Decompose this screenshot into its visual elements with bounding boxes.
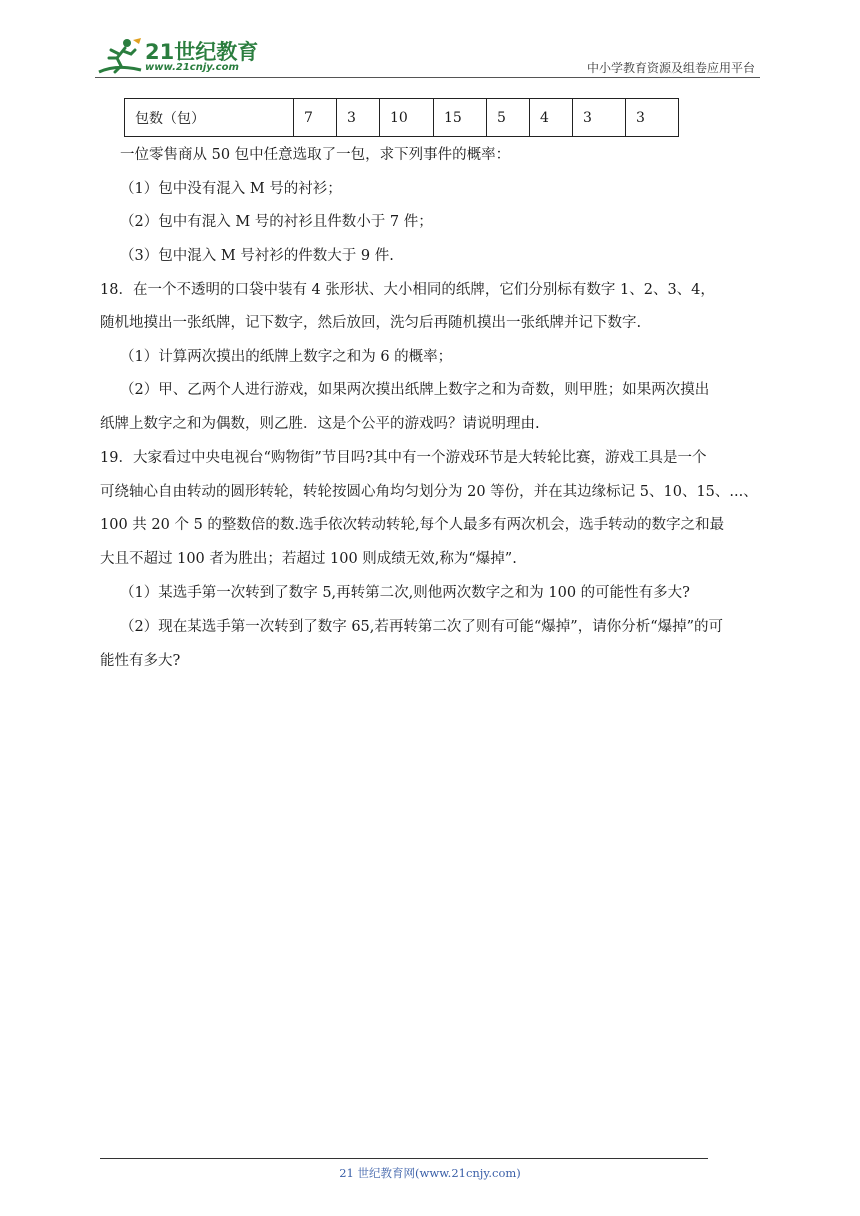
q17-sub2: （2）包中有混入 M 号的衬衫且件数小于 7 件； xyxy=(120,214,433,230)
footer-text: 21 世纪教育网(www.21cnjy.com) xyxy=(339,1166,521,1180)
q18-line1: 18．在一个不透明的口袋中装有 4 张形状、大小相同的纸牌，它们分别标有数字 1、2、3、4， xyxy=(100,282,715,298)
table-cell: 3 xyxy=(337,99,380,137)
page-header xyxy=(95,34,760,78)
table-cell: 10 xyxy=(380,99,434,137)
q18-line2: 随机地摸出一张纸牌，记下数字，然后放回，洗匀后再随机摸出一张纸牌并记下数字. xyxy=(100,315,642,331)
q17-sub1: （1）包中没有混入 M 号的衬衫； xyxy=(120,181,342,197)
q19-line1: 19．大家看过中央电视台“购物街”节目吗?其中有一个游戏环节是大转轮比赛，游戏工具是一个 xyxy=(100,450,707,466)
q17-sub3: （3）包中混入 M 号衬衫的件数大于 9 件. xyxy=(120,248,394,264)
table-cell: 15 xyxy=(434,99,487,137)
q18-sub1: （1）计算两次摸出的纸牌上数字之和为 6 的概率； xyxy=(120,349,453,365)
logo-url: www.21cnjy.com xyxy=(145,62,239,73)
platform-name: 中小学教育资源及组卷应用平台 xyxy=(586,61,755,75)
q18-sub2-line1: （2）甲、乙两个人进行游戏，如果两次摸出纸牌上数字之和为奇数，则甲胜；如果两次摸出 xyxy=(120,382,710,398)
table-row xyxy=(125,99,679,137)
package-count-table xyxy=(124,98,679,137)
table-cell: 4 xyxy=(530,99,573,137)
q19-sub2-line2: 能性有多大? xyxy=(100,653,181,669)
q19-sub2-line1: （2）现在某选手第一次转到了数字 65,若再转第二次了则有可能“爆掉”，请你分析“爆掉”的可 xyxy=(120,619,724,635)
runner-logo-icon xyxy=(97,36,143,76)
table-cell: 3 xyxy=(626,99,679,137)
table-cell: 5 xyxy=(487,99,530,137)
q19-line3: 100 共 20 个 5 的整数倍的数.选手依次转动转轮,每个人最多有两次机会，选手转动的数字之和最 xyxy=(100,517,725,533)
q19-line4: 大且不超过 100 者为胜出；若超过 100 则成绩无效,称为“爆掉”. xyxy=(100,551,517,567)
table-row-label: 包数（包） xyxy=(125,99,294,137)
table-cell: 7 xyxy=(294,99,337,137)
q19-sub1: （1）某选手第一次转到了数字 5,再转第二次,则他两次数字之和为 100 的可能性有多大? xyxy=(120,585,690,601)
footer-divider xyxy=(100,1158,708,1159)
q17-intro: 一位零售商从 50 包中任意选取了一包，求下列事件的概率： xyxy=(120,147,511,163)
header-divider xyxy=(95,77,760,78)
table-cell: 3 xyxy=(573,99,626,137)
logo xyxy=(95,34,265,78)
q19-line2: 可绕轴心自由转动的圆形转轮，转轮按圆心角均匀划分为 20 等份，并在其边缘标记 5、10、15、...、 xyxy=(100,484,758,500)
q18-sub2-line2: 纸牌上数字之和为偶数，则乙胜．这是个公平的游戏吗？请说明理由. xyxy=(100,416,540,432)
logo-text: 21世纪教育 xyxy=(145,40,259,64)
